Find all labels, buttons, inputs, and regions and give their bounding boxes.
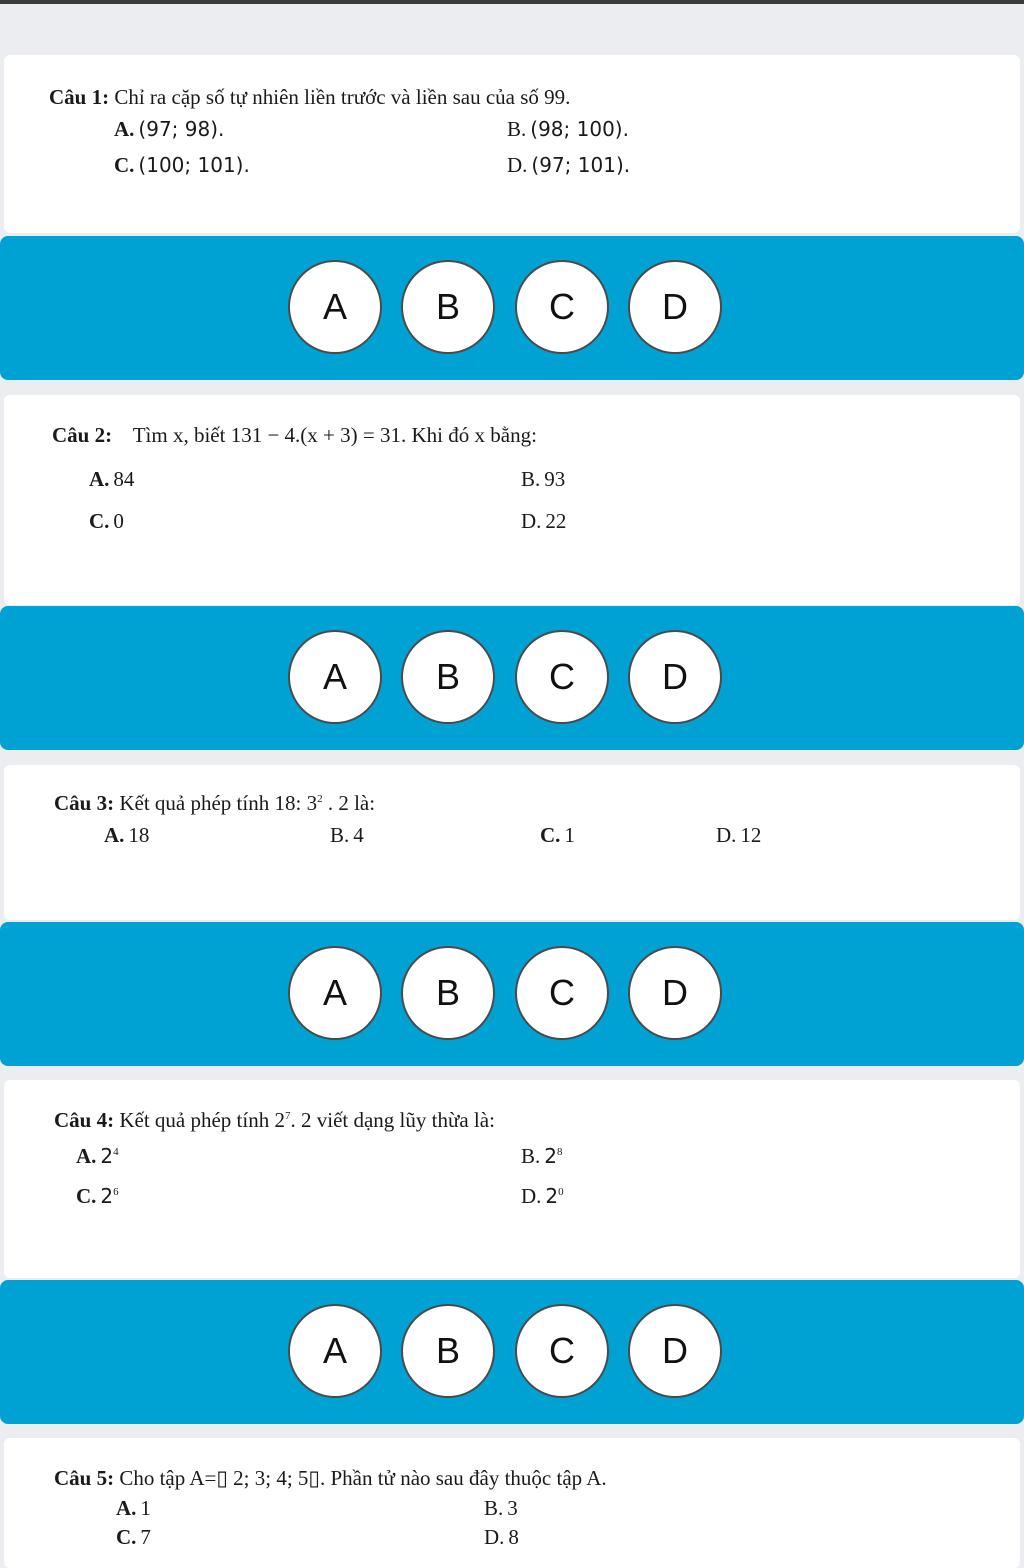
question-card-2 [4, 395, 1020, 605]
answer-button-a[interactable]: A [288, 1304, 382, 1398]
option-d: D. $2^0$ [521, 1184, 564, 1208]
question-body: Cho tập A=▯ 2; 3; 4; 5▯. Phần tử nào sau đây thuộc tập A. [119, 1466, 607, 1490]
answer-panel-2 [0, 606, 1024, 750]
option-b: B. 4 [330, 823, 364, 847]
option-d: D. 12 [716, 823, 762, 847]
option-c: C. 7 [116, 1525, 151, 1549]
option-d: D. 22 [521, 509, 567, 533]
option-c: C. 0 [89, 509, 124, 533]
answer-button-c[interactable]: C [515, 946, 609, 1040]
option-b: B. $2^8$ [521, 1144, 563, 1168]
question-4-text: Câu 4: Kết quả phép tính $2^7$. 2 viết dạng lũy thừa là: [54, 1108, 495, 1132]
answer-button-d[interactable]: D [628, 630, 722, 724]
question-label: Câu 5: [54, 1466, 115, 1490]
question-2-text: Câu 2: Tìm x, biết 131 − 4.(x + 3) = 31. Khi đó x bằng: [52, 423, 537, 447]
option-a: A. 1 [116, 1496, 151, 1520]
option-a: A. 18 [104, 823, 150, 847]
question-label: Câu 1: [49, 85, 110, 109]
option-b: B. 93 [521, 467, 566, 491]
answer-button-b[interactable]: B [401, 630, 495, 724]
answer-button-c[interactable]: C [515, 630, 609, 724]
answer-button-d[interactable]: D [628, 946, 722, 1040]
answer-button-b[interactable]: B [401, 946, 495, 1040]
equation: 131 − 4.(x + 3) = 31 [230, 423, 401, 447]
answer-button-d[interactable]: D [628, 260, 722, 354]
question-card-5 [4, 1438, 1020, 1568]
question-3-text: Câu 3: Kết quả phép tính 18: $3^2$ . 2 là: [54, 791, 376, 815]
answer-panel-4 [0, 1280, 1024, 1424]
question-1-text [49, 85, 570, 110]
answer-button-a[interactable]: A [288, 260, 382, 354]
answer-button-a[interactable]: A [288, 630, 382, 724]
option-d: D. 8 [484, 1525, 519, 1549]
answer-button-a[interactable]: A [288, 946, 382, 1040]
question-card-4 [4, 1080, 1020, 1278]
answer-button-d[interactable]: D [628, 1304, 722, 1398]
option-b: B. 3 [484, 1496, 518, 1520]
question-5-text [54, 1466, 607, 1491]
option-c: C. 1 [540, 823, 575, 847]
answer-button-c[interactable]: C [515, 1304, 609, 1398]
question-card-1 [4, 55, 1020, 233]
option-a: A. 84 [89, 467, 135, 491]
option-a: A. $2^4$ [76, 1144, 119, 1168]
question-label: Câu 3: [54, 791, 115, 815]
top-status-bar [0, 0, 1024, 4]
question-card-3 [4, 765, 1020, 920]
question-body: Chỉ ra cặp số tự nhiên liền trước và liền sau của số 99. [114, 85, 571, 109]
answer-button-b[interactable]: B [401, 260, 495, 354]
question-label: Câu 4: [54, 1108, 115, 1132]
option-d: D. (97; 101). [507, 153, 631, 177]
option-b: B. (98; 100). [507, 117, 629, 141]
answer-panel-3 [0, 922, 1024, 1066]
answer-button-b[interactable]: B [401, 1304, 495, 1398]
option-c: C. (100; 101). [114, 153, 250, 177]
option-a: A. (97; 98). [114, 117, 225, 141]
question-label: Câu 2: [52, 423, 113, 447]
option-c: C. $2^6$ [76, 1184, 119, 1208]
answer-panel-1 [0, 236, 1024, 380]
answer-button-c[interactable]: C [515, 260, 609, 354]
